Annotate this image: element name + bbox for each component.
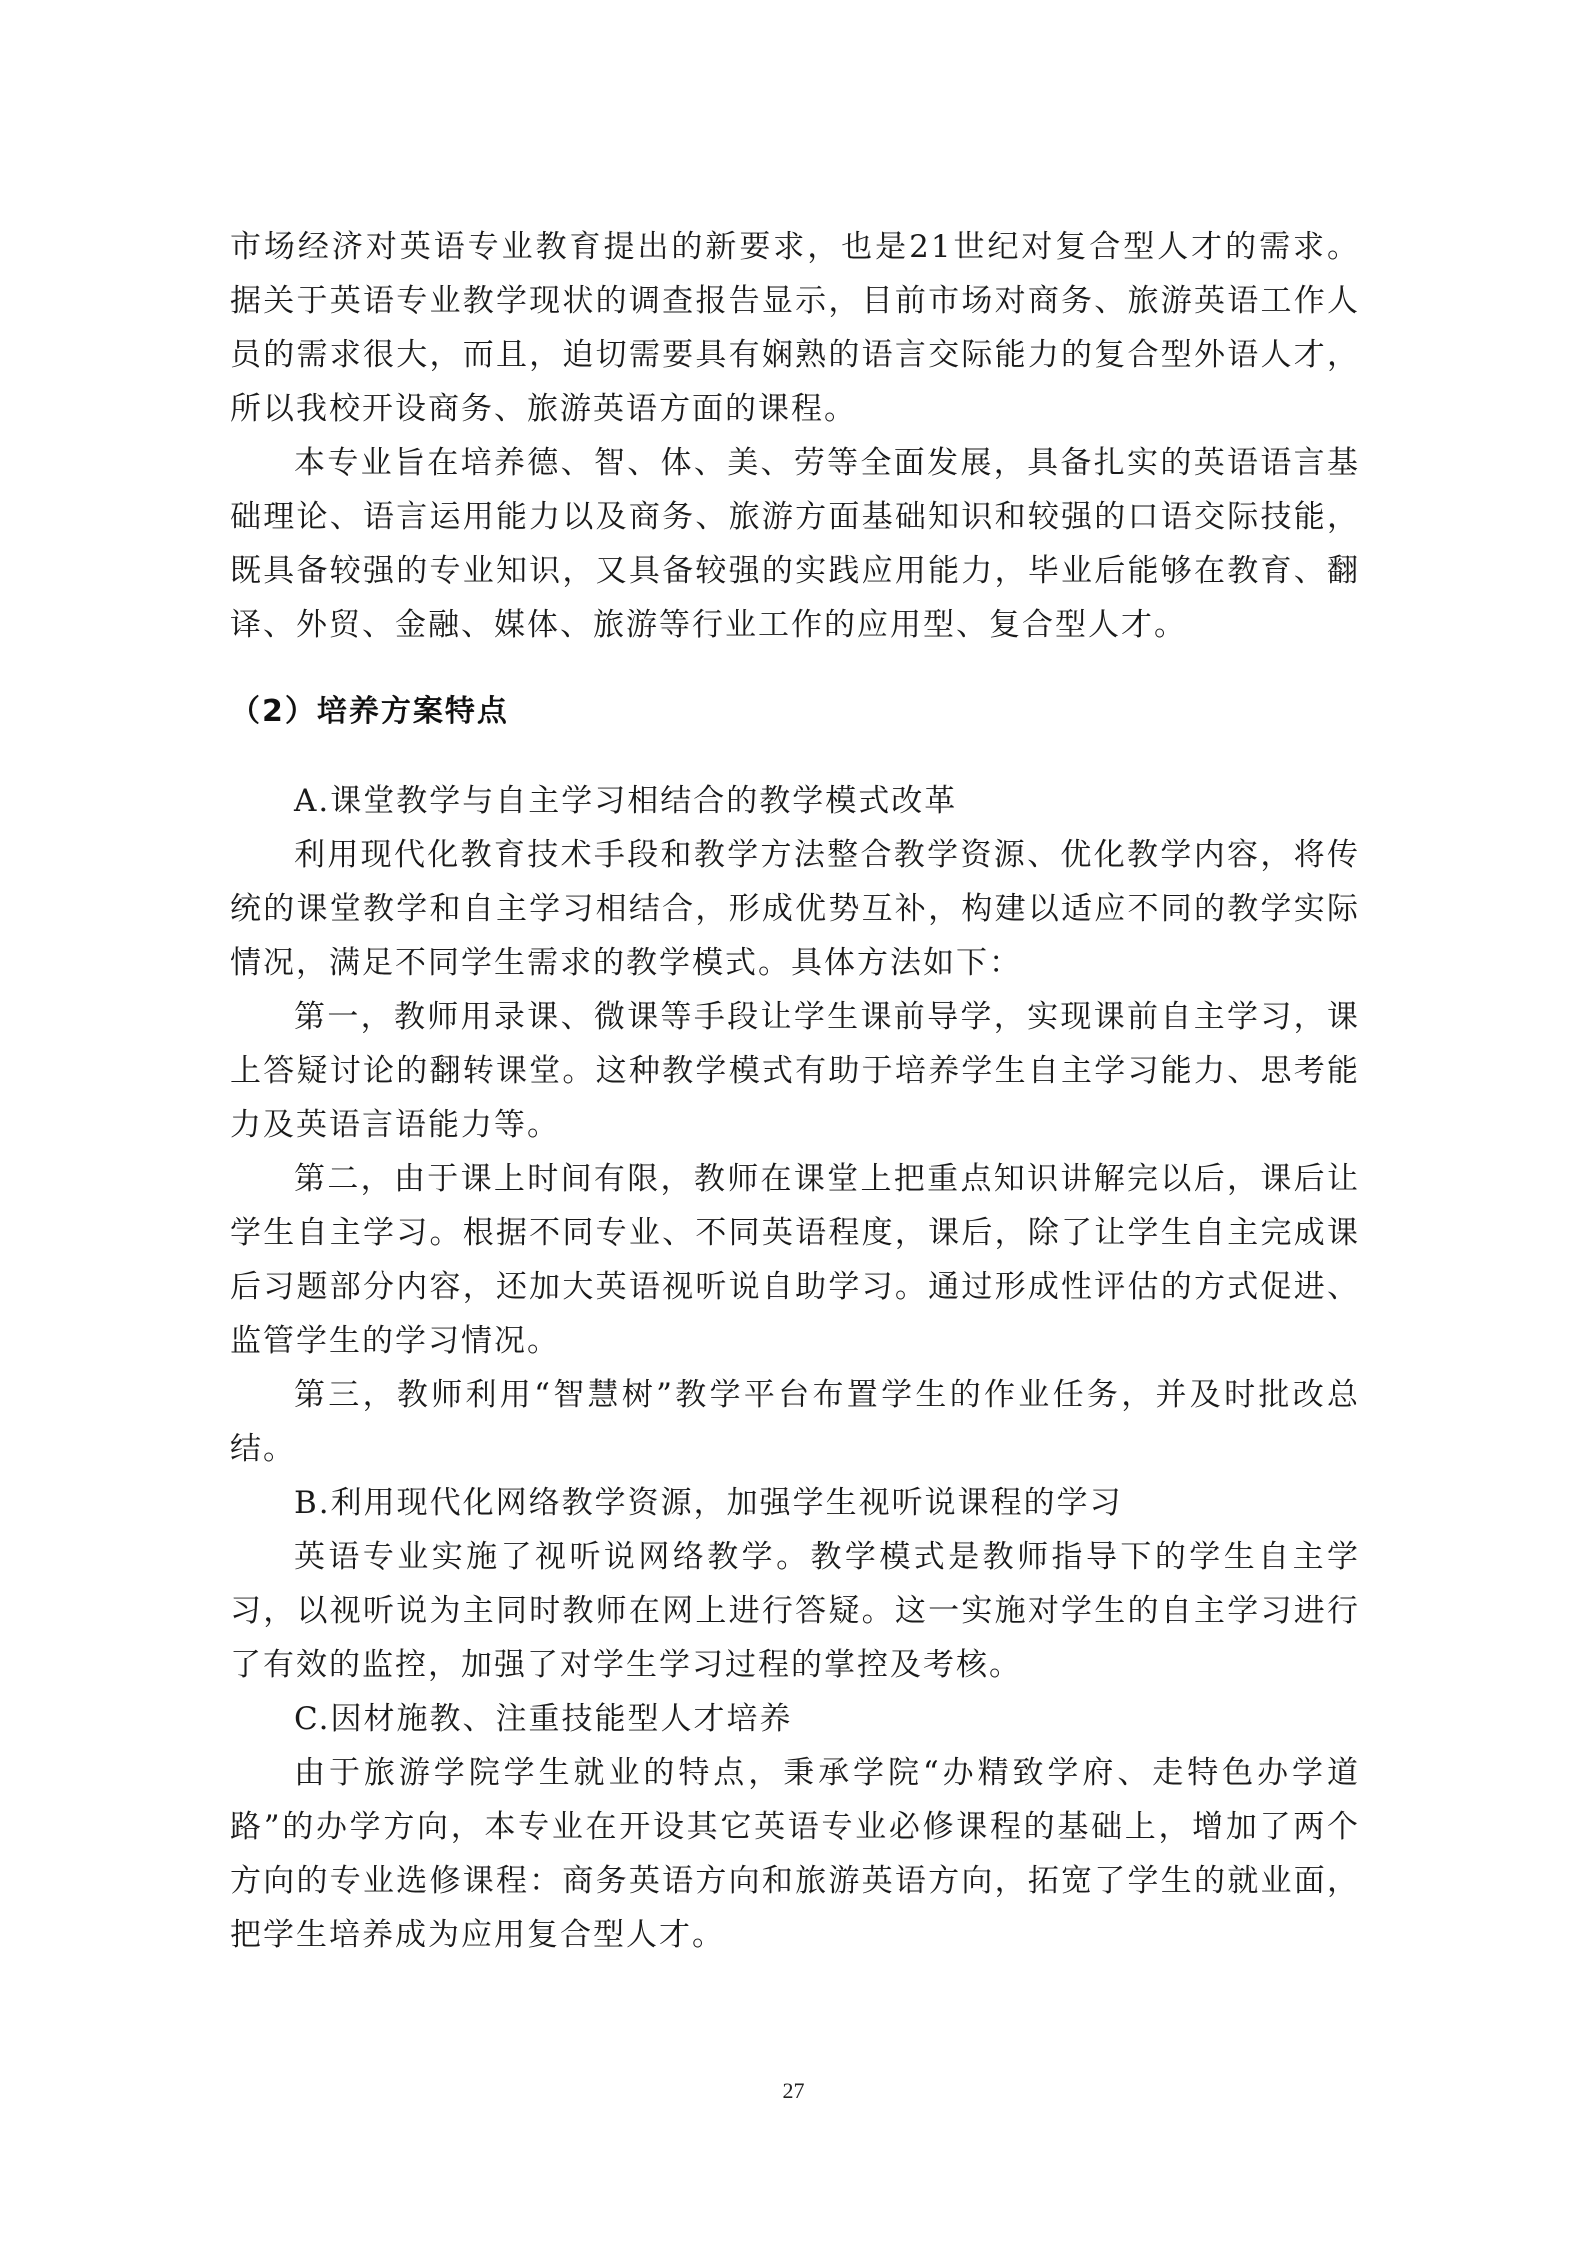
document-body — [230, 220, 1360, 1962]
section-heading: （2）培养方案特点 — [230, 694, 509, 729]
paragraph-c-body: 由于旅游学院学生就业的特点，秉承学院“办精致学府、走特色办学道路”的办学方向，本专业在开设其它英语专业必修课程的基础上，增加了两个方向的专业选修课程：商务英语方向和旅游英语方向，拓宽了学生的就业面，把学生培养成为应用复合型人才。 — [230, 1755, 1360, 1953]
paragraph-training-goal: 本专业旨在培养德、智、体、美、劳等全面发展，具备扎实的英语语言基础理论、语言运用能力以及商务、旅游方面基础知识和较强的口语交际技能，既具备较强的专业知识，又具备较强的实践应用能力，毕业后能够在教育、翻译、外贸、金融、媒体、旅游等行业工作的应用型、复合型人才。 — [230, 445, 1360, 643]
subsection-a-title: A.课堂教学与自主学习相结合的教学模式改革 — [294, 783, 958, 819]
paragraph-a-third: 第三，教师利用“智慧树”教学平台布置学生的作业任务，并及时批改总结。 — [230, 1377, 1360, 1467]
subsection-c-title: C.因材施教、注重技能型人才培养 — [294, 1701, 793, 1737]
paragraph-a-first: 第一，教师用录课、微课等手段让学生课前导学，实现课前自主学习，课上答疑讨论的翻转课堂。这种教学模式有助于培养学生自主学习能力、思考能力及英语言语能力等。 — [230, 999, 1360, 1143]
subsection-b-title: B.利用现代化网络教学资源，加强学生视听说课程的学习 — [294, 1485, 1123, 1521]
page-number: 27 — [782, 2078, 805, 2103]
paragraph-a-second: 第二，由于课上时间有限，教师在课堂上把重点知识讲解完以后，课后让学生自主学习。根据不同专业、不同英语程度，课后，除了让学生自主完成课后习题部分内容，还加大英语视听说自助学习。通过形成性评估的方式促进、监管学生的学习情况。 — [230, 1161, 1360, 1359]
paragraph-market-demand: 市场经济对英语专业教育提出的新要求，也是21世纪对复合型人才的需求。据关于英语专业教学现状的调查报告显示，目前市场对商务、旅游英语工作人员的需求很大，而且，迫切需要具有娴熟的语言交际能力的复合型外语人才，所以我校开设商务、旅游英语方面的课程。 — [230, 229, 1360, 427]
paragraph-a-intro: 利用现代化教育技术手段和教学方法整合教学资源、优化教学内容，将传统的课堂教学和自主学习相结合，形成优势互补，构建以适应不同的教学实际情况，满足不同学生需求的教学模式。具体方法如下： — [230, 837, 1360, 981]
paragraph-b-body: 英语专业实施了视听说网络教学。教学模式是教师指导下的学生自主学习，以视听说为主同时教师在网上进行答疑。这一实施对学生的自主学习进行了有效的监控，加强了对学生学习过程的掌控及考核。 — [230, 1539, 1360, 1683]
